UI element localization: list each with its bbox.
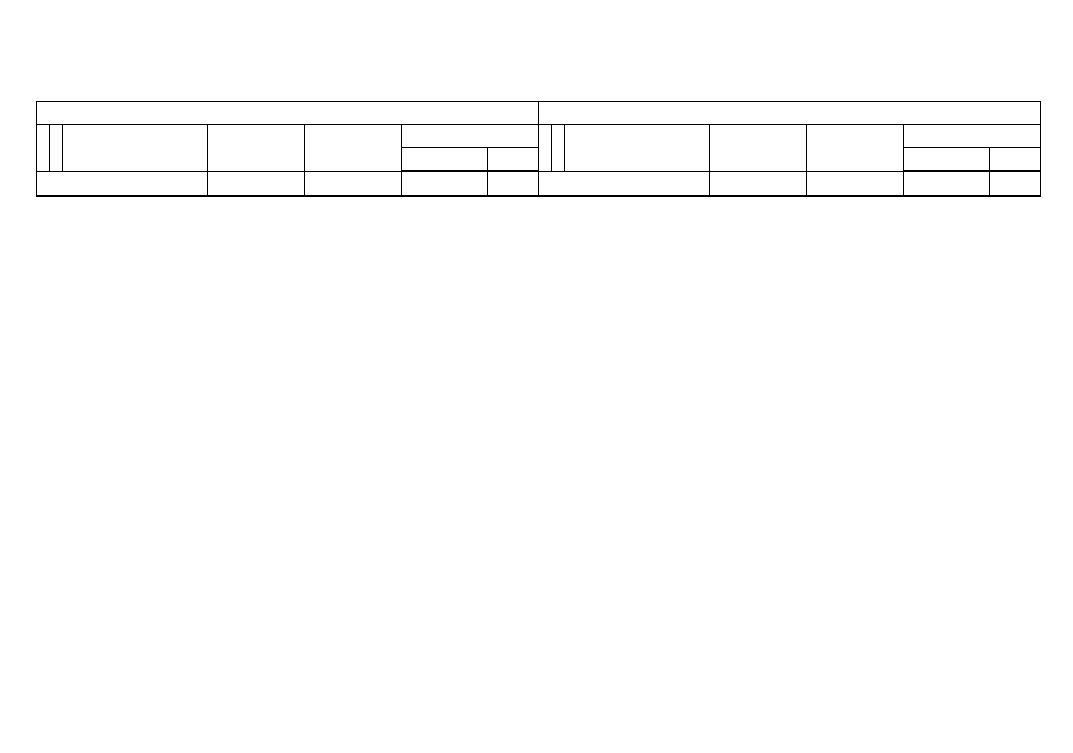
expense-ratio-header	[990, 148, 1041, 172]
income-gwan-header	[37, 125, 50, 172]
expense-curr-header	[807, 125, 904, 172]
total-row	[37, 171, 1041, 196]
income-total-ratio	[488, 171, 539, 196]
expense-total-curr	[807, 171, 904, 196]
income-total-label	[37, 171, 208, 196]
income-total-prev	[208, 171, 305, 196]
income-ratio-header	[488, 148, 539, 172]
income-amount-header	[402, 148, 488, 172]
expense-total-ratio	[990, 171, 1041, 196]
budget-summary-table	[36, 101, 1041, 197]
income-mok-header	[63, 125, 208, 172]
income-total-curr	[305, 171, 402, 196]
expense-total-label	[539, 171, 710, 196]
expense-amount-header	[904, 148, 990, 172]
expense-total-prev	[710, 171, 807, 196]
income-curr-header	[305, 125, 402, 172]
expense-gwan-header	[539, 125, 552, 172]
expense-total-diff	[904, 171, 990, 196]
income-hang-header	[50, 125, 63, 172]
income-total-diff	[402, 171, 488, 196]
expense-mok-header	[565, 125, 710, 172]
expense-hang-header	[552, 125, 565, 172]
expense-prev-header	[710, 125, 807, 172]
income-header	[37, 102, 539, 125]
expense-diff-header	[904, 125, 1041, 148]
income-prev-header	[208, 125, 305, 172]
expense-header	[539, 102, 1041, 125]
income-diff-header	[402, 125, 539, 148]
